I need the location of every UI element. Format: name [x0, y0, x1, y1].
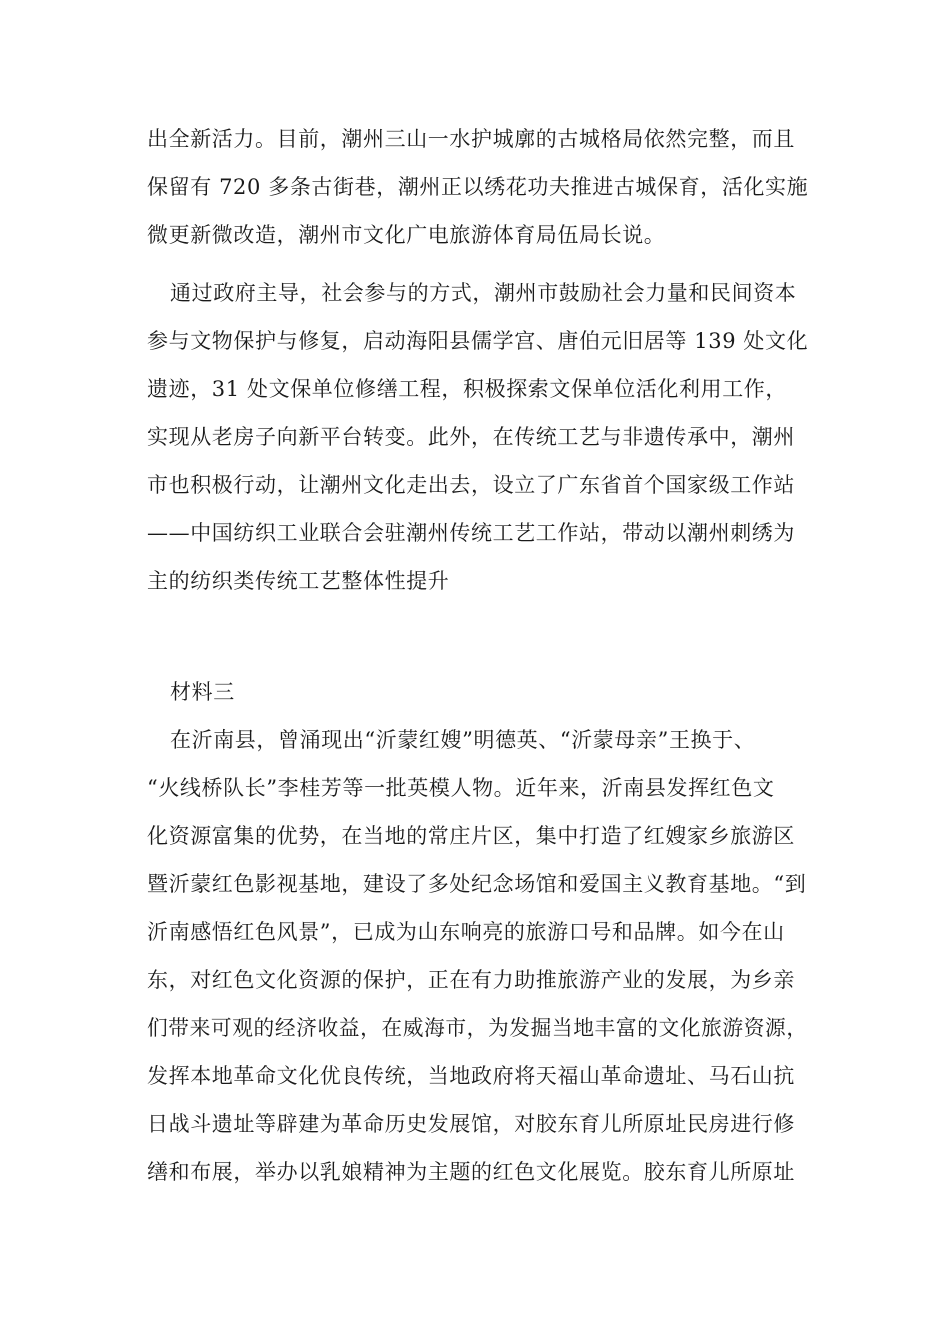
paragraph-1-line-1: 出全新活力。目前，潮州三山一水护城廓的古城格局依然完整，而且 [147, 127, 795, 151]
paragraph-2-line-3: 遗迹，31 处文保单位修缮工程，积极探索文保单位活化利用工作， [147, 377, 787, 401]
paragraph-2-line-2: 参与文物保护与修复，启动海阳县儒学宫、唐伯元旧居等 139 处文化 [147, 329, 809, 353]
paragraph-3-line-9: 日战斗遗址等辟建为革命历史发展馆，对胶东育儿所原址民房进行修 [147, 1112, 795, 1136]
paragraph-3-line-3: 化资源富集的优势，在当地的常庄片区，集中打造了红嫂家乡旅游区 [147, 824, 795, 848]
paragraph-2-line-7: 主的纺织类传统工艺整体性提升 [147, 569, 450, 593]
paragraph-3-line-2: “火线桥队长”李桂芳等一批英模人物。近年来，沂南县发挥红色文 [147, 776, 775, 800]
paragraph-2-line-5: 市也积极行动，让潮州文化走出去，设立了广东省首个国家级工作站 [147, 473, 795, 497]
paragraph-3-line-7: 们带来可观的经济收益，在威海市，为发掘当地丰富的文化旅游资源， [147, 1016, 808, 1040]
paragraph-3-line-1: 在沂南县，曾涌现出“沂蒙红嫂”明德英、“沂蒙母亲”王换于、 [170, 728, 756, 752]
section-title: 材料三 [170, 680, 235, 704]
paragraph-2-line-1: 通过政府主导，社会参与的方式，潮州市鼓励社会力量和民间资本 [170, 281, 797, 305]
paragraph-3-line-4: 暨沂蒙红色影视基地，建设了多处纪念场馆和爱国主义教育基地。“到 [147, 872, 807, 896]
paragraph-3-line-6: 东，对红色文化资源的保护，正在有力助推旅游产业的发展，为乡亲 [147, 968, 795, 992]
paragraph-3-line-10: 缮和布展，举办以乳娘精神为主题的红色文化展览。胶东育儿所原址 [147, 1160, 795, 1184]
paragraph-1-line-2: 保留有 720 多条古街巷，潮州正以绣花功夫推进古城保育，活化实施 [147, 175, 809, 199]
paragraph-2-line-4: 实现从老房子向新平台转变。此外，在传统工艺与非遗传承中，潮州 [147, 425, 795, 449]
paragraph-3-line-8: 发挥本地革命文化优良传统，当地政府将天福山革命遗址、马石山抗 [147, 1064, 795, 1088]
paragraph-1-line-3: 微更新微改造，潮州市文化广电旅游体育局伍局长说。 [147, 223, 666, 247]
paragraph-3-line-5: 沂南感悟红色风景”，已成为山东响亮的旅游口号和品牌。如今在山 [147, 920, 785, 944]
paragraph-2-line-6: ——中国纺织工业联合会驻潮州传统工艺工作站，带动以潮州刺绣为 [147, 521, 795, 545]
